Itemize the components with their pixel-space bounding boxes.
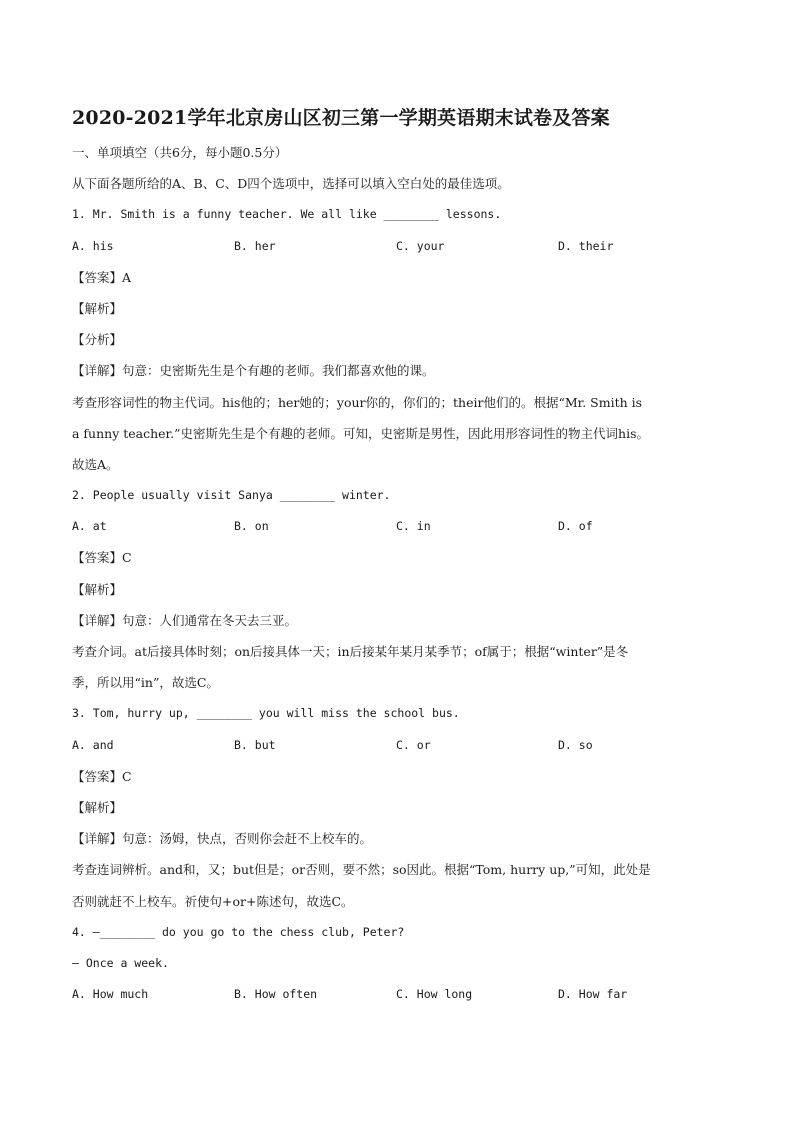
question-3-options <box>72 730 722 761</box>
question-3-explanation-1: 考查连词辨析。and和，又；but但是；or否则，要不然；so因此。根据“Tom, hurry up,”可知，此处是 <box>72 862 651 878</box>
question-3-explanation-2: 否则就赶不上校车。祈使句+or+陈述句，故选C。 <box>72 893 354 909</box>
question-1-fenxi-label: 【分析】 <box>72 332 123 348</box>
question-1-explanation-3: 故选A。 <box>72 456 119 472</box>
question-1-explanation-1: 考查形容词性的物主代词。his他的；her她的；your你的，你们的；their他们的。根据“Mr. Smith is <box>72 394 643 410</box>
question-2-options <box>72 511 722 542</box>
question-1-stem: 1. Mr. Smith is a funny teacher. We all like ________ lessons. <box>72 207 502 222</box>
question-4-option-d: D. How far <box>558 987 628 1002</box>
question-2-option-c: C. in <box>396 519 431 534</box>
question-4-option-c: C. How long <box>396 987 473 1002</box>
section-heading: 一、单项填空（共6分，每小题0.5分） <box>72 145 288 160</box>
question-1-option-a: A. his <box>72 238 114 253</box>
question-3-option-a: A. and <box>72 737 114 752</box>
question-4-option-b: B. How often <box>234 987 318 1002</box>
question-2-detail: 【详解】句意：人们通常在冬天去三亚。 <box>72 612 298 628</box>
exam-page <box>72 103 722 1010</box>
question-4-stem: 4. —________ do you go to the chess club, Peter? <box>72 924 405 939</box>
question-2-answer: 【答案】C <box>72 550 132 566</box>
question-3-option-b: B. but <box>234 737 276 752</box>
document-title: 2020-2021学年北京房山区初三第一学期英语期末试卷及答案 <box>72 107 610 129</box>
question-4-reply: — Once a week. <box>72 955 169 970</box>
question-2-option-a: A. at <box>72 519 107 534</box>
question-1-option-d: D. their <box>558 238 614 253</box>
question-1-detail: 【详解】句意：史密斯先生是个有趣的老师。我们都喜欢他的课。 <box>72 363 435 379</box>
question-3-stem: 3. Tom, hurry up, ________ you will miss the school bus. <box>72 706 460 721</box>
question-3-answer: 【答案】C <box>72 768 132 784</box>
section-instruction: 从下面各题所给的A、B、C、D四个选项中，选择可以填入空白处的最佳选项。 <box>72 176 510 192</box>
question-3-analysis-label: 【解析】 <box>72 799 123 815</box>
question-3-detail: 【详解】句意：汤姆，快点，否则你会赶不上校车的。 <box>72 831 373 847</box>
question-2-explanation-1: 考查介词。at后接具体时刻；on后接具体一天；in后接某年某月某季节；of属于；根据“winter”是冬 <box>72 644 629 659</box>
question-1-analysis-label: 【解析】 <box>72 300 123 316</box>
question-1-option-c: C. your <box>396 238 445 253</box>
question-1-option-b: B. her <box>234 238 276 253</box>
question-2-stem: 2. People usually visit Sanya ________ winter. <box>72 488 391 503</box>
question-1-explanation-2: a funny teacher.”史密斯先生是个有趣的老师。可知，史密斯是男性，因此用形容词性的物主代词his。 <box>72 425 649 441</box>
question-2-option-d: D. of <box>558 519 593 534</box>
question-2-analysis-label: 【解析】 <box>72 581 123 597</box>
question-3-option-c: C. or <box>396 737 431 752</box>
question-2-option-b: B. on <box>234 519 269 534</box>
question-4-options <box>72 979 722 1010</box>
question-3-option-d: D. so <box>558 737 593 752</box>
question-4-option-a: A. How much <box>72 987 149 1002</box>
question-2-explanation-2: 季，所以用“in”，故选C。 <box>72 675 219 691</box>
question-1-options <box>72 231 722 262</box>
question-1-answer: 【答案】A <box>72 269 132 285</box>
